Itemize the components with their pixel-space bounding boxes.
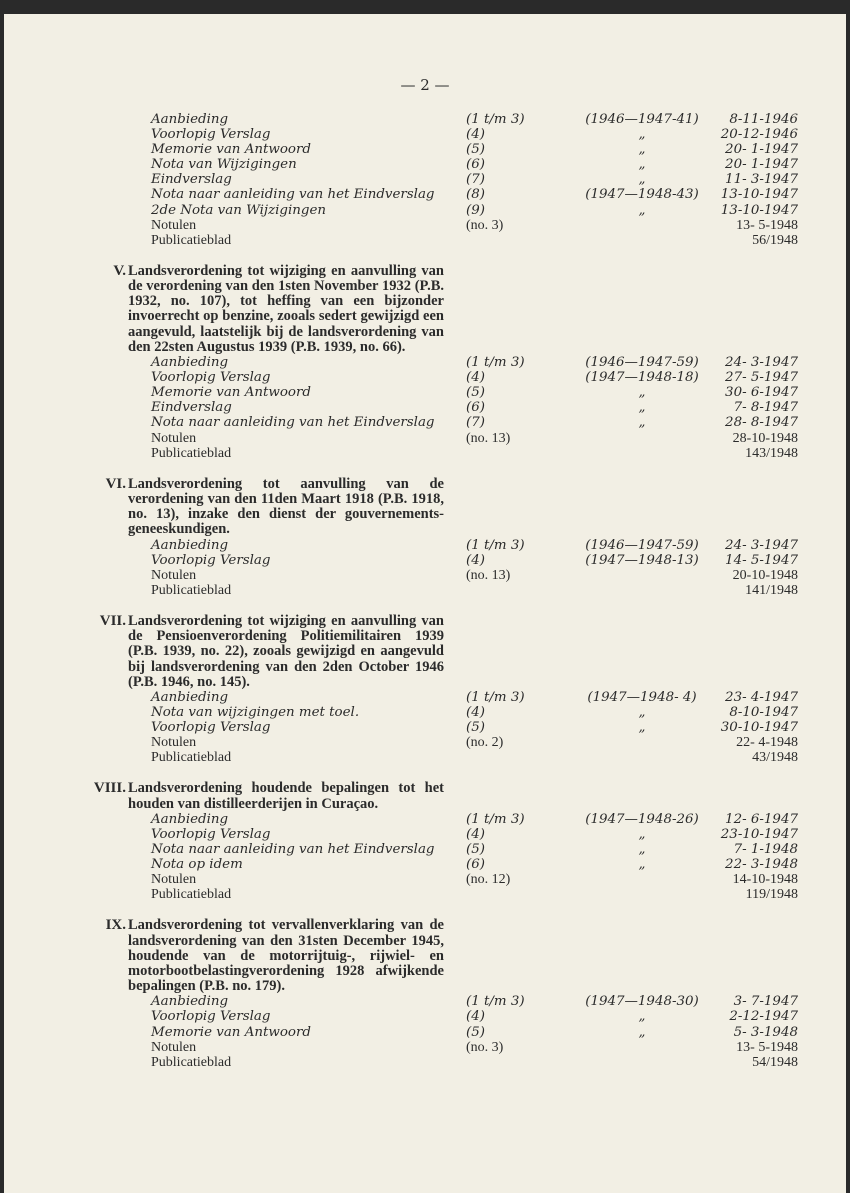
document-entry-row [4,172,846,187]
entry-date: 22- 4-1948 [736,735,798,751]
entry-label: Memorie van Antwoord [151,385,311,401]
entry-label: Aanbieding [151,537,229,553]
entry-range: (6) [466,157,485,173]
entry-date: 20- 1-1947 [725,157,798,173]
entry-date: 14- 5-1947 [725,552,798,568]
section-title: Landsverordening tot wijziging en aanvulling van de verordening van den 1sten November 1932 (P.B. 1932, no. 107), tot heffing van een bijzonder invoerrecht op benzine, zooals sedert gewijzigd een aangevuld, laatstelijk bij de landsverordening van den 22sten Augustus 1939 (P.B. 1939, no. 66). [128,262,444,355]
document-entry-row [4,1055,846,1070]
entry-range: (8) [466,187,485,203]
document-entry-row [4,127,846,142]
section-number: V. [113,262,126,279]
entry-session: „ [638,415,646,431]
entry-date: 30- 6-1947 [725,385,798,401]
entry-date: 13- 5-1948 [736,1039,798,1055]
entry-date: 7- 1-1948 [733,841,798,857]
document-entry-row [4,750,846,765]
entry-label: Aanbieding [151,689,229,705]
entry-range: (5) [466,720,485,736]
entry-range: (no. 13) [466,567,511,583]
entry-label: Nota naar aanleiding van het Eindverslag [151,187,435,203]
document-entry-row [4,157,846,172]
entry-label: Nota van Wijzigingen [151,157,297,173]
document-entry-row [4,553,846,568]
entry-range: (1 t/m 3) [466,994,525,1010]
entry-range: (no. 12) [466,872,511,888]
entry-date: 143/1948 [745,445,798,461]
entry-session: „ [638,826,646,842]
entry-session: „ [638,705,646,721]
document-entry-row [4,872,846,887]
entry-range: (6) [466,400,485,416]
document-entry-row [4,857,846,872]
ordinance-section [4,918,846,1069]
page-number: — 2 — [400,76,450,94]
document-entry-row [4,1009,846,1024]
entry-range: (4) [466,826,485,842]
entry-session: „ [638,142,646,158]
entry-label: Notulen [151,735,197,751]
entry-range: (9) [466,202,485,218]
entry-range: (no. 13) [466,430,511,446]
document-entry-row [4,812,846,827]
entry-label: Publicatieblad [151,232,232,248]
entry-label: Nota naar aanleiding van het Eindverslag [151,841,435,857]
entry-date: 43/1948 [752,750,798,766]
entry-session: (1947—1948-18) [585,370,699,386]
entry-range: (no. 3) [466,217,504,233]
entry-session: (1946—1947-59) [585,355,699,371]
entry-label: Nota op idem [151,857,243,873]
entry-date: 20-12-1946 [720,127,798,143]
entry-range: (7) [466,172,485,188]
entry-label: Nota naar aanleiding van het Eindverslag [151,415,435,431]
document-entry-row [4,218,846,233]
entry-range: (4) [466,127,485,143]
section-heading [4,918,846,994]
document-entry-row [4,142,846,157]
entry-label: Eindverslag [151,172,232,188]
entry-label: Notulen [151,430,197,446]
entry-range: (no. 2) [466,735,504,751]
section-heading [4,614,846,690]
section-heading [4,477,846,538]
entry-session: (1947—1948-13) [585,552,699,568]
ordinance-section [4,264,846,461]
entry-date: 8-10-1947 [729,705,798,721]
entry-label: Publicatieblad [151,750,232,766]
document-entry-row [4,568,846,583]
document-entry-row [4,446,846,461]
entry-range: (1 t/m 3) [466,355,525,371]
entry-session: „ [638,385,646,401]
entry-label: Publicatieblad [151,445,232,461]
entry-date: 7- 8-1947 [733,400,798,416]
entry-range: (1 t/m 3) [466,537,525,553]
entry-date: 8-11-1946 [729,112,798,127]
entry-date: 27- 5-1947 [725,370,798,386]
entry-session: „ [638,1009,646,1025]
entry-date: 13-10-1947 [720,202,798,218]
ordinance-section [4,477,846,598]
document-entry-row [4,735,846,750]
entry-date: 24- 3-1947 [725,355,798,371]
entry-session: (1946—1947-41) [585,112,699,127]
entry-date: 56/1948 [752,232,798,248]
entry-date: 119/1948 [745,887,798,903]
entry-session: (1946—1947-59) [585,537,699,553]
document-page [4,14,846,1193]
entry-date: 20- 1-1947 [725,142,798,158]
entry-label: Nota van wijzigingen met toel. [151,705,360,721]
section-number: VIII. [93,780,126,797]
entry-session: „ [638,127,646,143]
entry-date: 5- 3-1948 [733,1024,798,1040]
entry-session: (1947—1948-43) [585,187,699,203]
entry-range: (5) [466,841,485,857]
entry-label: Publicatieblad [151,1054,232,1070]
entry-session: „ [638,857,646,873]
ordinance-section [4,614,846,765]
entry-label: Voorlopig Verslag [151,826,271,842]
section-number: VI. [105,475,126,492]
entry-date: 30-10-1947 [720,720,798,736]
entry-label: Notulen [151,1039,197,1055]
entry-label: Voorlopig Verslag [151,720,271,736]
section-title: Landsverordening houdende bepalingen tot het houden van distilleerderijen in Curaçao. [128,780,444,812]
entry-session: (1947—1948-30) [585,994,699,1010]
entry-label: Voorlopig Verslag [151,552,271,568]
entry-session: „ [638,1024,646,1040]
entry-label: Aanbieding [151,811,229,827]
entry-date: 28-10-1948 [732,430,798,446]
document-entry-row [4,720,846,735]
entry-label: 2de Nota van Wijzigingen [151,202,327,218]
entry-range: (5) [466,142,485,158]
entry-date: 23- 4-1947 [725,689,798,705]
entry-range: (4) [466,370,485,386]
document-entry-row [4,1025,846,1040]
document-entry-row [4,370,846,385]
entry-label: Memorie van Antwoord [151,1024,311,1040]
entry-date: 3- 7-1947 [733,994,798,1010]
entry-session: (1947—1948- 4) [587,689,697,705]
entry-label: Eindverslag [151,400,232,416]
document-entry-row [4,827,846,842]
entry-label: Voorlopig Verslag [151,370,271,386]
section-title: Landsverordening tot wijziging en aanvulling van de Pensioenverordening Politiemilitairen 1939 (P.B. 1939, no. 22), zooals gewijzigd en aangevuld bij landsverordening van den 2den October 1946 (P.B. 1946, no. 145). [128,612,444,690]
entry-session: (1947—1948-26) [585,811,699,827]
entry-date: 13- 5-1948 [736,217,798,233]
document-entry-row [4,1040,846,1055]
entry-range: (4) [466,705,485,721]
entry-date: 14-10-1948 [732,872,798,888]
entry-range: (7) [466,415,485,431]
entry-label: Aanbieding [151,994,229,1010]
document-entry-row [4,431,846,446]
entry-date: 13-10-1947 [720,187,798,203]
document-entry-row [4,233,846,248]
document-entry-row [4,415,846,430]
entry-range: (1 t/m 3) [466,112,525,127]
section-heading [4,264,846,355]
section-title: Landsverordening tot vervallenverklaring van de landsverordening van den 31sten December 1945, houdende van de motorrijtuig-, rijwiel- en motorbootbelastingverordening 1928 afwijkende bepalingen (P.B. no. 179). [128,917,444,995]
entry-session: „ [638,202,646,218]
entry-date: 24- 3-1947 [725,537,798,553]
entry-range: (4) [466,1009,485,1025]
entry-date: 141/1948 [745,582,798,598]
entry-label: Publicatieblad [151,582,232,598]
document-entry-row [4,538,846,553]
entry-range: (no. 3) [466,1039,504,1055]
document-entry-row [4,887,846,902]
document-entry-row [4,400,846,415]
entry-label: Aanbieding [151,112,229,127]
entry-date: 2-12-1947 [729,1009,798,1025]
entry-range: (1 t/m 3) [466,689,525,705]
entry-date: 11- 3-1947 [725,172,798,188]
entry-date: 12- 6-1947 [725,811,798,827]
section-heading [4,781,846,811]
document-entry-row [4,112,846,127]
entry-date: 28- 8-1947 [725,415,798,431]
entry-session: „ [638,841,646,857]
entry-label: Voorlopig Verslag [151,127,271,143]
entry-session: „ [638,720,646,736]
entry-date: 54/1948 [752,1054,798,1070]
entry-date: 22- 3-1948 [725,857,798,873]
section-number: IX. [105,917,126,934]
entry-label: Notulen [151,567,197,583]
document-entry-row [4,385,846,400]
entry-label: Aanbieding [151,355,229,371]
entry-label: Publicatieblad [151,887,232,903]
entry-session: „ [638,172,646,188]
ordinance-section [4,781,846,902]
document-entry-row [4,583,846,598]
entry-range: (1 t/m 3) [466,811,525,827]
entry-session: „ [638,400,646,416]
entry-range: (5) [466,1024,485,1040]
entry-label: Memorie van Antwoord [151,142,311,158]
entry-session: „ [638,157,646,173]
entry-label: Voorlopig Verslag [151,1009,271,1025]
document-body [4,112,846,1070]
document-entry-row [4,187,846,202]
section-number: VII. [99,612,126,629]
document-entry-row [4,842,846,857]
section-title: Landsverordening tot aanvulling van de verordening van den 11den Maart 1918 (P.B. 1918, no. 13), inzake den dienst der gouvernements-geneeskundigen. [128,475,444,538]
document-entry-row [4,355,846,370]
document-entry-row [4,994,846,1009]
entry-date: 23-10-1947 [720,826,798,842]
entry-range: (4) [466,552,485,568]
document-entry-row [4,203,846,218]
entry-range: (6) [466,857,485,873]
entry-label: Notulen [151,872,197,888]
entry-range: (5) [466,385,485,401]
entry-label: Notulen [151,217,197,233]
document-entry-row [4,705,846,720]
document-entry-row [4,690,846,705]
entry-date: 20-10-1948 [732,567,798,583]
